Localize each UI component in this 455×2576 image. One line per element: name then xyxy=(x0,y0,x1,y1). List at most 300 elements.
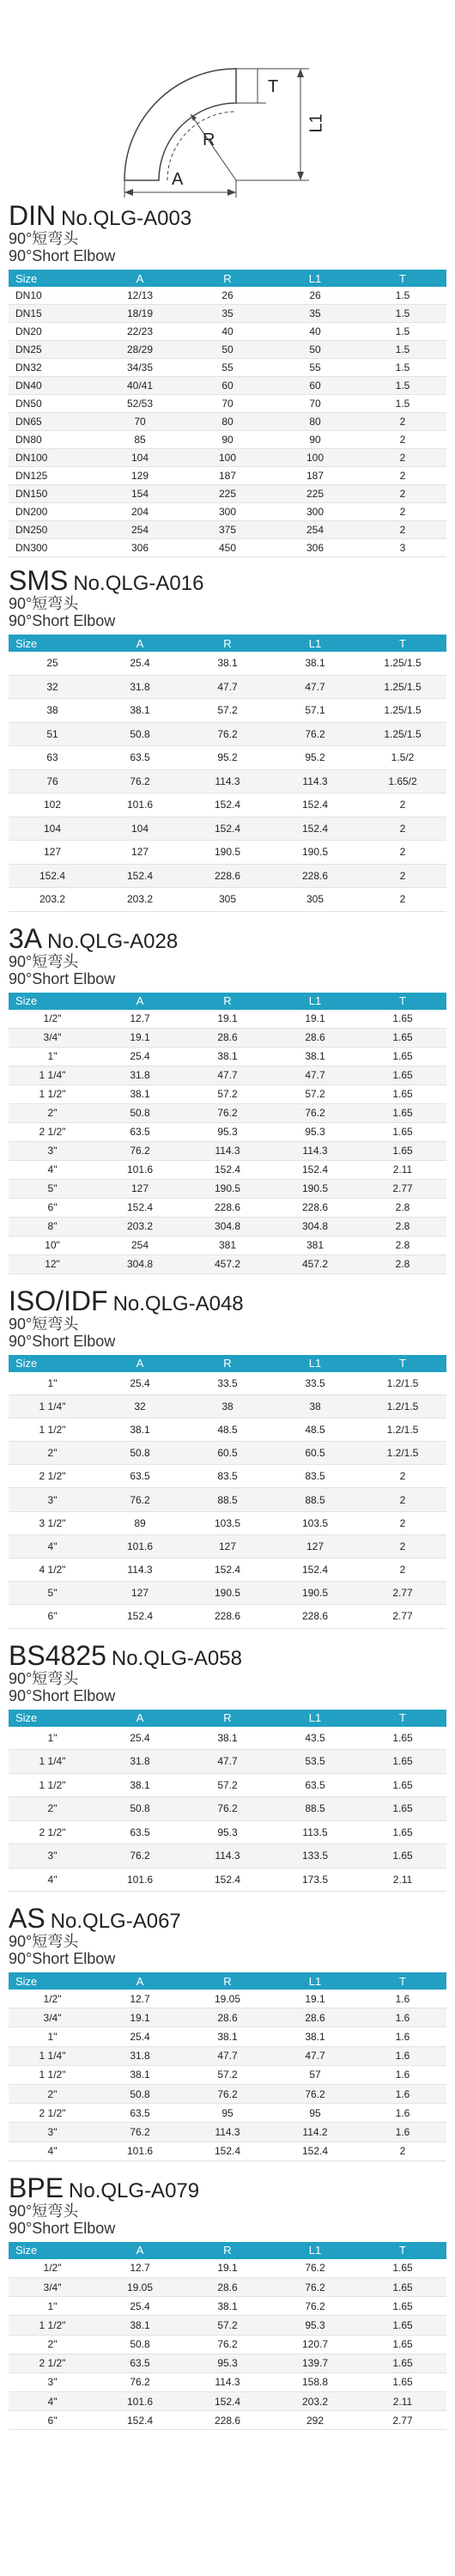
table-cell: 95 xyxy=(271,2104,359,2123)
table-cell: 190.5 xyxy=(184,1582,271,1605)
table-cell: 57.2 xyxy=(184,1084,271,1103)
table-cell: 76.2 xyxy=(184,1103,271,1122)
table-cell: 1.5 xyxy=(359,287,446,305)
table-cell: 76.2 xyxy=(96,769,184,793)
table-cell: 2.77 xyxy=(359,1582,446,1605)
table-cell: 1.65 xyxy=(359,2297,446,2316)
table-cell: 40 xyxy=(271,323,359,341)
table-cell: 2" xyxy=(9,2335,96,2354)
table-cell: 38.1 xyxy=(184,1727,271,1750)
table-cell: DN50 xyxy=(9,395,96,413)
table-cell: 47.7 xyxy=(184,1750,271,1774)
table-cell: 154 xyxy=(96,485,184,503)
table-cell: 158.8 xyxy=(271,2372,359,2391)
a-arrow-left xyxy=(124,189,133,196)
table-row xyxy=(9,359,446,377)
spec-table xyxy=(9,1355,446,1629)
table-row xyxy=(9,1217,446,1236)
table-cell: 40/41 xyxy=(96,377,184,395)
table-cell: DN250 xyxy=(9,521,96,539)
subtitle-english: 90°Short Elbow xyxy=(9,247,116,264)
table-row xyxy=(9,1255,446,1273)
table-cell: 114.3 xyxy=(184,2372,271,2391)
column-header: R xyxy=(184,2242,271,2259)
table-cell: 1.5/2 xyxy=(359,746,446,770)
table-cell: 254 xyxy=(96,521,184,539)
table-cell: DN150 xyxy=(9,485,96,503)
table-cell: 50.8 xyxy=(96,2085,184,2104)
table-cell: 83.5 xyxy=(184,1465,271,1488)
table-row xyxy=(9,1442,446,1465)
column-header: Size xyxy=(9,1710,96,1727)
table-cell: 47.7 xyxy=(184,1066,271,1084)
table-cell: 1.25/1.5 xyxy=(359,722,446,746)
table-header-row xyxy=(9,635,446,652)
table-cell: 228.6 xyxy=(184,864,271,888)
table-cell: 32 xyxy=(96,1394,184,1418)
table-cell: 31.8 xyxy=(96,675,184,699)
table-cell: 55 xyxy=(184,359,271,377)
table-cell: 1.25/1.5 xyxy=(359,675,446,699)
table-cell: 63 xyxy=(9,746,96,770)
table-cell: 4" xyxy=(9,2142,96,2160)
column-header: T xyxy=(359,1355,446,1372)
standard-name: SMS xyxy=(9,565,69,596)
table-cell: 2 xyxy=(359,431,446,449)
table-cell: 50.8 xyxy=(96,1797,184,1821)
table-cell: 50 xyxy=(271,341,359,359)
table-cell: 76.2 xyxy=(271,1103,359,1122)
table-cell: 1.25/1.5 xyxy=(359,652,446,675)
table-cell: 1.65 xyxy=(359,2335,446,2354)
table-cell: 133.5 xyxy=(271,1844,359,1868)
table-cell: 1" xyxy=(9,1727,96,1750)
table-cell: 76.2 xyxy=(96,2372,184,2391)
table-cell: 95 xyxy=(184,2104,271,2123)
table-cell: DN300 xyxy=(9,539,96,557)
table-cell: 1.65 xyxy=(359,1727,446,1750)
table-cell: 1.6 xyxy=(359,2123,446,2142)
table-cell: 26 xyxy=(184,287,271,305)
table-cell: 2 1/2" xyxy=(9,2104,96,2123)
table-cell: DN100 xyxy=(9,449,96,467)
table-cell: 12.7 xyxy=(96,1990,184,2008)
table-cell: 127 xyxy=(96,1582,184,1605)
table-cell: 254 xyxy=(271,521,359,539)
subtitle-chinese: 90°短弯头 xyxy=(9,1933,79,1951)
table-cell: 25.4 xyxy=(96,2027,184,2046)
table-cell: 2" xyxy=(9,1103,96,1122)
table-cell: 95.3 xyxy=(184,1820,271,1844)
table-cell: 1" xyxy=(9,1047,96,1066)
table-cell: 1.5 xyxy=(359,323,446,341)
table-header-row xyxy=(9,993,446,1010)
elbow-dimension-diagram xyxy=(0,0,455,197)
table-cell: 203.2 xyxy=(271,2392,359,2411)
table-cell: 38.1 xyxy=(184,2027,271,2046)
table-row xyxy=(9,449,446,467)
table-cell: 19.1 xyxy=(271,1010,359,1029)
table-cell: 33.5 xyxy=(271,1372,359,1395)
table-cell: 127 xyxy=(96,841,184,865)
table-cell: 38.1 xyxy=(96,2316,184,2335)
table-cell: 101.6 xyxy=(96,1868,184,1892)
spec-table xyxy=(9,1972,446,2161)
subtitle-english: 90°Short Elbow xyxy=(9,969,116,987)
table-cell: 1.65 xyxy=(359,1084,446,1103)
table-row xyxy=(9,1820,446,1844)
table-cell: 2 xyxy=(359,503,446,521)
table-cell: 114.3 xyxy=(271,1141,359,1160)
table-cell: 1.5 xyxy=(359,305,446,323)
table-cell: 18/19 xyxy=(96,305,184,323)
table-cell: 1.65 xyxy=(359,2316,446,2335)
table-cell: 5" xyxy=(9,1179,96,1198)
table-cell: 104 xyxy=(96,817,184,841)
table-cell: 1.65 xyxy=(359,2277,446,2296)
table-cell: 38.1 xyxy=(96,1418,184,1441)
table-cell: 300 xyxy=(271,503,359,521)
table-cell: 204 xyxy=(96,503,184,521)
table-cell: 127 xyxy=(96,1179,184,1198)
column-header: A xyxy=(96,1972,184,1990)
table-cell: 228.6 xyxy=(271,864,359,888)
table-cell: 228.6 xyxy=(184,1198,271,1217)
column-header: T xyxy=(359,2242,446,2259)
table-cell: DN80 xyxy=(9,431,96,449)
column-header: L1 xyxy=(271,635,359,652)
table-cell: 1" xyxy=(9,2027,96,2046)
table-row xyxy=(9,2142,446,2160)
table-cell: 50.8 xyxy=(96,2335,184,2354)
table-cell: 1.65 xyxy=(359,1773,446,1797)
table-row xyxy=(9,1198,446,1217)
table-cell: 57.1 xyxy=(271,699,359,723)
table-cell: 2.11 xyxy=(359,1160,446,1179)
table-cell: 1 1/2" xyxy=(9,1418,96,1441)
table-cell: 2 xyxy=(359,1465,446,1488)
table-cell: 76.2 xyxy=(271,2259,359,2278)
table-row xyxy=(9,699,446,723)
table-cell: 228.6 xyxy=(271,1198,359,1217)
table-cell: 35 xyxy=(271,305,359,323)
column-header: L1 xyxy=(271,1355,359,1372)
table-row xyxy=(9,1465,446,1488)
product-code: No.QLG-A058 xyxy=(111,1646,242,1670)
column-header: T xyxy=(359,1710,446,1727)
standard-name: AS xyxy=(9,1903,46,1935)
elbow-drawing xyxy=(0,0,455,197)
table-cell: 2 xyxy=(359,888,446,912)
table-cell: 6" xyxy=(9,1198,96,1217)
table-cell: 2.8 xyxy=(359,1198,446,1217)
table-cell: 1.65 xyxy=(359,1141,446,1160)
table-cell: 1/2" xyxy=(9,1990,96,2008)
table-cell: 34/35 xyxy=(96,359,184,377)
table-cell: 203.2 xyxy=(96,1217,184,1236)
table-cell: 114.2 xyxy=(271,2123,359,2142)
table-row xyxy=(9,722,446,746)
table-cell: 114.3 xyxy=(271,769,359,793)
table-cell: 2 xyxy=(359,1488,446,1511)
table-cell: 19.1 xyxy=(96,2008,184,2027)
table-row xyxy=(9,1010,446,1029)
table-cell: 1.5 xyxy=(359,359,446,377)
table-cell: 225 xyxy=(184,485,271,503)
table-row xyxy=(9,2085,446,2104)
table-cell: 4" xyxy=(9,1160,96,1179)
table-cell: 76.2 xyxy=(96,1141,184,1160)
table-cell: 3/4" xyxy=(9,2277,96,2296)
table-cell: 25.4 xyxy=(96,1727,184,1750)
column-header: R xyxy=(184,635,271,652)
column-header: Size xyxy=(9,635,96,652)
table-cell: 3 1/2" xyxy=(9,1511,96,1534)
table-cell: 203.2 xyxy=(96,888,184,912)
table-cell: 2" xyxy=(9,2085,96,2104)
column-header: T xyxy=(359,635,446,652)
table-cell: 203.2 xyxy=(9,888,96,912)
table-cell: 48.5 xyxy=(184,1418,271,1441)
column-header: R xyxy=(184,1710,271,1727)
table-cell: 50 xyxy=(184,341,271,359)
table-cell: 1.65 xyxy=(359,2259,446,2278)
table-cell: 47.7 xyxy=(271,1066,359,1084)
table-cell: 19.1 xyxy=(96,1028,184,1047)
table-cell: 306 xyxy=(96,539,184,557)
table-cell: 3/4" xyxy=(9,1028,96,1047)
table-cell: 19.05 xyxy=(96,2277,184,2296)
spec-section xyxy=(0,201,455,557)
table-cell: 4" xyxy=(9,1868,96,1892)
table-row xyxy=(9,503,446,521)
table-cell: 190.5 xyxy=(184,841,271,865)
table-cell: 25.4 xyxy=(96,652,184,675)
table-cell: 76.2 xyxy=(184,722,271,746)
table-cell: 33.5 xyxy=(184,1372,271,1395)
table-cell: 60 xyxy=(184,377,271,395)
table-row xyxy=(9,323,446,341)
table-cell: 113.5 xyxy=(271,1820,359,1844)
table-cell: 1.2/1.5 xyxy=(359,1394,446,1418)
table-cell: 2 xyxy=(359,793,446,817)
table-cell: 25.4 xyxy=(96,1047,184,1066)
table-cell: 3" xyxy=(9,1141,96,1160)
table-cell: 127 xyxy=(271,1534,359,1558)
table-cell: 76.2 xyxy=(96,1488,184,1511)
table-header-row xyxy=(9,270,446,287)
table-cell: 152.4 xyxy=(184,793,271,817)
table-cell: 50.8 xyxy=(96,722,184,746)
table-row xyxy=(9,521,446,539)
table-cell: 76.2 xyxy=(271,2297,359,2316)
table-cell: 1.65 xyxy=(359,1820,446,1844)
table-cell: 114.3 xyxy=(184,2123,271,2142)
subtitle-english: 90°Short Elbow xyxy=(9,1686,116,1704)
spec-table xyxy=(9,2242,446,2431)
table-cell: 63.5 xyxy=(96,1820,184,1844)
table-cell: 152.4 xyxy=(271,817,359,841)
table-cell: 104 xyxy=(9,817,96,841)
table-cell: 152.4 xyxy=(184,2392,271,2411)
table-cell: 1.6 xyxy=(359,1990,446,2008)
standard-title xyxy=(0,1641,455,1670)
table-cell: 1 1/2" xyxy=(9,1084,96,1103)
table-cell: 76.2 xyxy=(184,1797,271,1821)
table-cell: 31.8 xyxy=(96,1750,184,1774)
subtitle-chinese: 90°短弯头 xyxy=(9,1315,79,1333)
spec-section xyxy=(0,1641,455,1893)
table-cell: 2 xyxy=(359,1511,446,1534)
subtitle-english: 90°Short Elbow xyxy=(9,1950,116,1968)
table-cell: 57.2 xyxy=(271,1084,359,1103)
column-header: R xyxy=(184,1355,271,1372)
table-cell: 38.1 xyxy=(96,699,184,723)
table-row xyxy=(9,2335,446,2354)
table-cell: 48.5 xyxy=(271,1418,359,1441)
table-row xyxy=(9,341,446,359)
table-cell: 1" xyxy=(9,2297,96,2316)
table-cell: 1 1/4" xyxy=(9,1066,96,1084)
table-row xyxy=(9,1066,446,1084)
column-header: A xyxy=(96,1355,184,1372)
table-cell: 60 xyxy=(271,377,359,395)
table-cell: 95.2 xyxy=(184,746,271,770)
table-row xyxy=(9,2065,446,2084)
table-row xyxy=(9,1534,446,1558)
table-row xyxy=(9,2259,446,2278)
table-cell: 103.5 xyxy=(271,1511,359,1534)
table-cell: 4" xyxy=(9,2392,96,2411)
table-cell: 2 xyxy=(359,864,446,888)
table-cell: 1.6 xyxy=(359,2085,446,2104)
table-row xyxy=(9,1179,446,1198)
column-header: L1 xyxy=(271,2242,359,2259)
table-cell: 38.1 xyxy=(184,1047,271,1066)
spec-table xyxy=(9,635,446,912)
table-cell: 38.1 xyxy=(271,652,359,675)
table-cell: 40 xyxy=(184,323,271,341)
table-cell: 38 xyxy=(271,1394,359,1418)
table-cell: 76.2 xyxy=(271,2277,359,2296)
table-cell: 3 xyxy=(359,539,446,557)
table-row xyxy=(9,2392,446,2411)
table-cell: 70 xyxy=(184,395,271,413)
table-cell: 152.4 xyxy=(96,864,184,888)
table-cell: 228.6 xyxy=(184,2411,271,2430)
table-cell: 26 xyxy=(271,287,359,305)
table-cell: 101.6 xyxy=(96,2142,184,2160)
subtitle-english: 90°Short Elbow xyxy=(9,1332,116,1350)
table-cell: 152.4 xyxy=(96,2411,184,2430)
spec-section xyxy=(0,1904,455,2161)
table-cell: 2 xyxy=(359,817,446,841)
table-row xyxy=(9,1372,446,1395)
table-cell: 120.7 xyxy=(271,2335,359,2354)
table-cell: 450 xyxy=(184,539,271,557)
table-cell: 1/2" xyxy=(9,1010,96,1029)
table-cell: 38.1 xyxy=(96,1084,184,1103)
standard-title xyxy=(0,924,455,953)
table-row xyxy=(9,841,446,865)
table-cell: 152.4 xyxy=(184,817,271,841)
table-row xyxy=(9,1727,446,1750)
table-cell: 57.2 xyxy=(184,2316,271,2335)
table-cell: 76.2 xyxy=(96,2123,184,2142)
table-cell: 375 xyxy=(184,521,271,539)
table-cell: DN65 xyxy=(9,413,96,431)
spec-table xyxy=(9,993,446,1274)
table-cell: 228.6 xyxy=(271,1605,359,1628)
table-cell: DN40 xyxy=(9,377,96,395)
table-cell: 2 xyxy=(359,449,446,467)
table-cell: 57.2 xyxy=(184,699,271,723)
table-cell: 4 1/2" xyxy=(9,1558,96,1582)
column-header: Size xyxy=(9,1972,96,1990)
table-cell: 114.3 xyxy=(96,1558,184,1582)
table-cell: 300 xyxy=(184,503,271,521)
table-row xyxy=(9,1773,446,1797)
table-row xyxy=(9,2316,446,2335)
table-cell: 3" xyxy=(9,1844,96,1868)
standard-name: BS4825 xyxy=(9,1639,106,1671)
table-cell: 22/23 xyxy=(96,323,184,341)
table-cell: 1.65 xyxy=(359,1844,446,1868)
table-cell: 1 1/4" xyxy=(9,2046,96,2065)
table-cell: 4" xyxy=(9,1534,96,1558)
standard-name: DIN xyxy=(9,200,57,231)
table-cell: 101.6 xyxy=(96,1534,184,1558)
table-cell: 1.65 xyxy=(359,1066,446,1084)
table-cell: 127 xyxy=(184,1534,271,1558)
table-cell: 1.2/1.5 xyxy=(359,1372,446,1395)
table-cell: 95.3 xyxy=(271,1122,359,1141)
table-cell: 228.6 xyxy=(184,1605,271,1628)
table-cell: 76.2 xyxy=(271,722,359,746)
table-cell: 381 xyxy=(184,1236,271,1255)
table-cell: 1 1/2" xyxy=(9,2065,96,2084)
table-cell: 103.5 xyxy=(184,1511,271,1534)
table-row xyxy=(9,675,446,699)
label-l1: L1 xyxy=(306,113,326,133)
table-row xyxy=(9,2354,446,2372)
table-row xyxy=(9,1141,446,1160)
column-header: Size xyxy=(9,270,96,287)
table-cell: 1.65 xyxy=(359,1750,446,1774)
table-cell: 25.4 xyxy=(96,1372,184,1395)
table-cell: 89 xyxy=(96,1511,184,1534)
table-cell: 80 xyxy=(271,413,359,431)
table-cell: 8" xyxy=(9,1217,96,1236)
table-cell: 2.8 xyxy=(359,1217,446,1236)
table-cell: 31.8 xyxy=(96,1066,184,1084)
table-row xyxy=(9,1160,446,1179)
table-header-row xyxy=(9,1972,446,1990)
table-row xyxy=(9,1394,446,1418)
product-code: No.QLG-A028 xyxy=(47,929,179,953)
table-cell: 95.2 xyxy=(271,746,359,770)
table-cell: 104 xyxy=(96,449,184,467)
table-cell: 76.2 xyxy=(184,2335,271,2354)
table-cell: 305 xyxy=(184,888,271,912)
table-cell: 1.6 xyxy=(359,2008,446,2027)
table-cell: 2.77 xyxy=(359,2411,446,2430)
table-row xyxy=(9,539,446,557)
table-cell: 70 xyxy=(271,395,359,413)
table-cell: 38.1 xyxy=(184,2297,271,2316)
label-r: R xyxy=(203,131,215,149)
column-header: A xyxy=(96,2242,184,2259)
